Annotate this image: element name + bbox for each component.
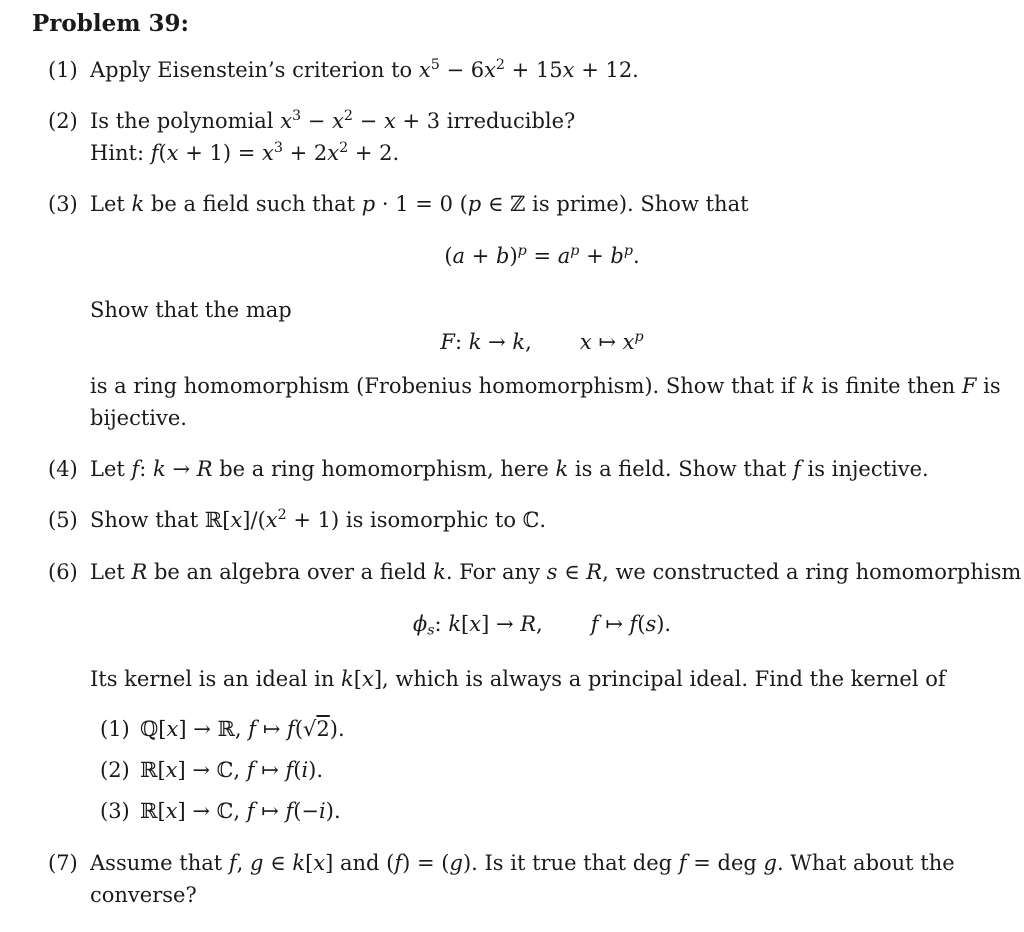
display-equation: $\phi_s$: k[x] → R, f ↦ f(s). <box>412 612 672 639</box>
display-equation: F: k → k, x ↦ $x^p$ <box>440 329 644 354</box>
subitem-text: ℚ[x] → ℝ, f ↦ f(√2). <box>140 717 345 741</box>
item-number: (4) <box>48 457 78 481</box>
item-text: Assume that f, g ∈ k[x] and (f) = (g). Is it true that deg f = deg g. What about the <box>90 851 955 875</box>
item-text: Let R be an algebra over a field k. For any s ∈ R, we constructed a ring homomorphism <box>90 560 1022 584</box>
item-number: (2) <box>48 109 78 133</box>
item-text: Its kernel is an ideal in k[x], which is always a principal ideal. Find the kernel of <box>90 667 946 691</box>
subitem-text: ℝ[x] → ℂ, f ↦ f(−i). <box>140 799 341 823</box>
item-number: (3) <box>48 192 78 216</box>
problem-heading: Problem 39: <box>32 10 190 37</box>
subitem-number: (3) <box>100 799 130 823</box>
subitem-text: ℝ[x] → ℂ, f ↦ f(i). <box>140 758 324 782</box>
item-text: bijective. <box>90 406 187 430</box>
item-text: Apply Eisenstein’s criterion to $x^5 - 6x^2 + 15x + 12$. <box>90 57 639 82</box>
item-number: (1) <box>48 58 78 82</box>
display-equation: $(a + b)^p = a^p + b^p$. <box>444 243 640 268</box>
item-text: Show that $ℝ[x]/(x^2 + 1)$ is isomorphic to ℂ. <box>90 507 547 532</box>
item-text: Let f: k → R be a ring homomorphism, here k is a field. Show that f is injective. <box>90 457 929 481</box>
item-text: is a ring homomorphism (Frobenius homomorphism). Show that if k is finite then F is <box>90 374 1001 398</box>
item-text: converse? <box>90 883 197 907</box>
subitem-number: (2) <box>100 758 130 782</box>
item-number: (6) <box>48 560 78 584</box>
item-number: (7) <box>48 851 78 875</box>
item-text: Show that the map <box>90 298 292 322</box>
item-text: Let k be a field such that p · 1 = 0 (p ∈ ℤ is prime). Show that <box>90 192 749 216</box>
item-number: (5) <box>48 508 78 532</box>
item-text: Is the polynomial $x^3 - x^2 - x + 3$ irreducible? <box>90 108 576 133</box>
hint-text: Hint: $f(x + 1) = x^3 + 2x^2 + 2$. <box>90 140 400 165</box>
subitem-number: (1) <box>100 717 130 741</box>
